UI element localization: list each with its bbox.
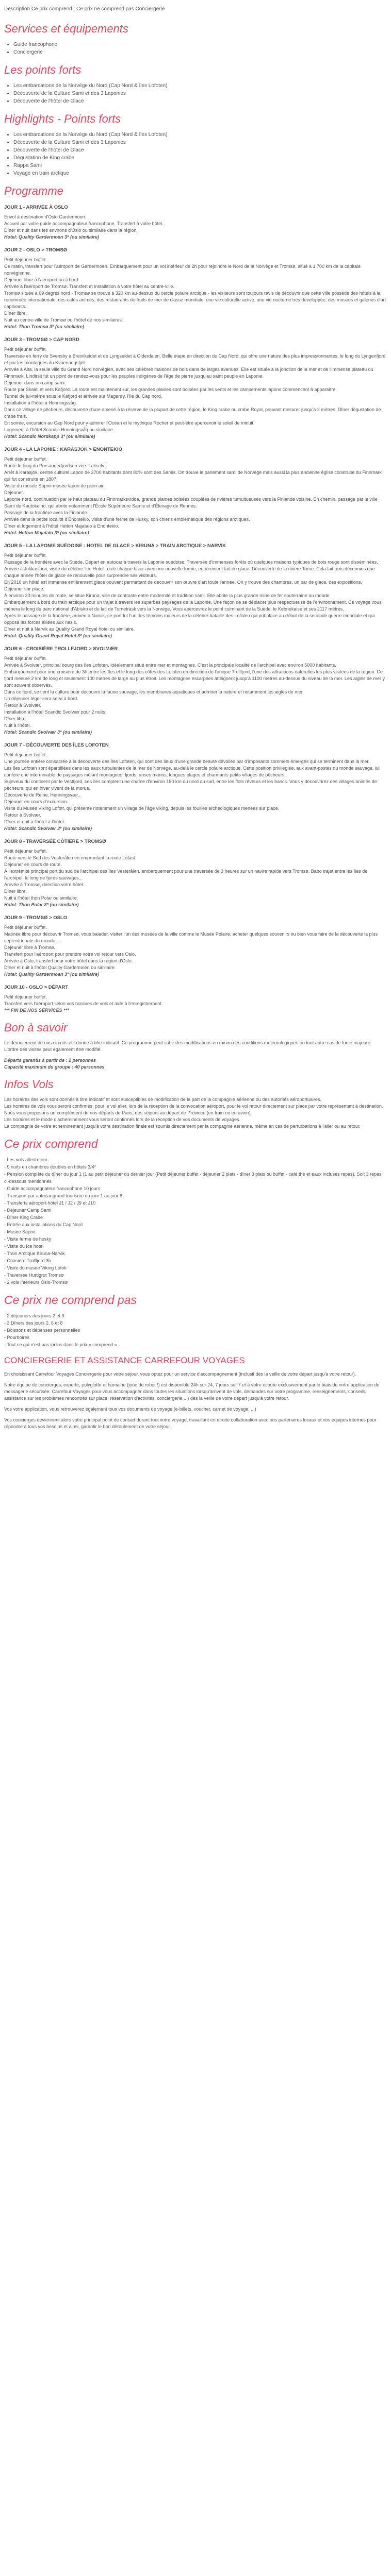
prix-ne-comprend-list (4, 1312, 387, 1348)
list-item: - Musée Sapmi (4, 1229, 36, 1234)
info-vols-para: La compagnie de votre acheminement jusqu'à votre destination finale est soumis directement par la compagnie aérienne, même en cas de perturbations à l'aller ou au retour. (4, 1124, 361, 1129)
day-text: Retour à Svolvær. (4, 812, 42, 818)
day-block (4, 838, 387, 908)
list-item: • Voyage en train arctique (13, 170, 387, 177)
day-text: Arrivée dans la petite localité d'Enontekio, visite d'une ferme de Husky, son chiens emblématique des régions arctiques. (4, 517, 250, 522)
day-text: Passage de la frontière avec la Finlande. (4, 510, 89, 515)
strong-points-list (13, 82, 387, 105)
day-text: Petit déjeuner buffet. (4, 656, 47, 661)
day-text: Arrêt à Karasjok, centre culturel Lapon de 2700 habitants dont 80% sont des Samis. On trouve le parlement sami de Norvège mais aussi la plus ancienne église construite du Finnmark qui fut construite en 1807. (4, 470, 382, 482)
day-hotel: Hotel: Quality Grand Royal Hotel 3* (ou similaire) (4, 633, 112, 638)
description-line: Description Ce prix comprend : Ce prix ne comprend pas Conciergerie (4, 6, 165, 12)
list-item: - 3 Dîners des jours 2, 6 et 8 (4, 1320, 63, 1326)
day-hotel: Hotel: Scandic Nordkapp 3* (ou similaire) (4, 434, 95, 439)
list-item: • Découverte de l'hôtel de Glace (13, 146, 387, 154)
day-text: Envol à destination d'Oslo Gardermoen. (4, 214, 87, 219)
day-text: Déjeuner en cours d'excursion. (4, 799, 68, 804)
info-vols-para: Les horaires et le mode d'acheminement vous seront confirmés lors de la réception de vos documents de voyages. (4, 1117, 240, 1122)
highlights-title: Highlights - Points forts (4, 112, 121, 125)
list-item: - Transport par autocar grand tourisme du jour 1 au jour 8 (4, 1193, 123, 1198)
info-vols-para: Les horaires des vols sont donnés à titre indicatif et sont susceptibles de modification de la part de la compagnie aérienne ou des autorités aéroportuaires. (4, 1097, 321, 1102)
day-text: Nuit au centre-ville de Tromsø ou l'hôtel de nos similaires. (4, 317, 123, 323)
list-item: - Croisière Trollfjord 3h (4, 1258, 52, 1263)
day-text: Traversée en ferry de Svensby à Breivikeidet et de Lyngseidet à Olderdalen. Belle étape en direction du Cap Nord, qui offre une nature des plus impressionnantes, le long du Lyngenfjord et par les montagnes du Kvaenangsfjell. (4, 353, 386, 365)
services-list (13, 41, 387, 56)
day-title: JOUR 9 - TROMSØ > OSLO (4, 915, 68, 921)
day-text: Matinée libre pour découvrir Tromsø, vous balader, visiter l'un des musées de la ville comme le Musée Polaire, acheter quelques souvenirs ou bien vous faire de la découverte la plus septentrionale du monde... (4, 931, 378, 943)
list-item: - Les vols aller/retour (4, 1157, 48, 1162)
day-text: Petit déjeuner buffet. (4, 849, 47, 854)
list-item: - Dîner King Crabe (4, 1215, 43, 1220)
day-text: Déjeuner en cours de route. (4, 862, 62, 867)
day-text: Accueil par votre guide accompagnateur francophone. Transfert à votre hôtel. (4, 221, 164, 226)
list-item: - Pension complète du dîner du jour 1 (1 au petit déjeuner du dernier jour (Petit déjeuner buffet - déjeuner 2 plats - dîner 3 plats ou buffet - café thé et eaux incluses repas). Soit 3 repas ci-dessous mentionnés (4, 1172, 382, 1184)
list-item: - Train Arctique Kiruna-Narvik (4, 1251, 65, 1256)
day-text: Les îles Lofoten sont éparpillées dans les eaux turbulentes de la mer de Norvège, au-delà le cercle polaire arctique. Cette position privilégiée, aux avant-postes du monde sauvage, lui confère une interminable de paysages mêlant montagnes, fjords, anses marins, longues plages et charmants petits villages de pêcheurs. (4, 766, 380, 777)
day-text: Un déjeuner léger sera servi à bord. (4, 696, 78, 701)
list-item: • Découverte de la Culture Sami et des 3 Laponies (13, 139, 387, 146)
day-text: Déjeuner libre à Tromsø. (4, 945, 56, 950)
day-text: Arrivée à l'aéroport de Tromsø. Transfert et installation à votre hôtel au centre-ville. (4, 284, 174, 289)
day-text: Dîner et nuit à Narvik au Quality Grand Royal hotel ou similaire. (4, 626, 135, 632)
day-text: Embarquement à bord du train arctique pour un trajet à travers les superbes paysages de la Laponie. Une façon de se déplacer plus respectueuse de l'environnement. Ce voyage vous mènera le long du parc national d'Abisko et du lac de Torneträsk vers la Norvège. Vous apercevrez le point culminant de la Suède, le Kebnekaise et ses 2117 mètres. (4, 600, 382, 612)
day-block (4, 543, 387, 639)
day-title: JOUR 10 - OSLO > DÉPART (4, 985, 69, 990)
day-text: Petit déjeuner buffet. (4, 257, 47, 262)
day-text: Petit déjeuner buffet. (4, 347, 47, 352)
day-text: À environ 20 minutes de route, se situe Kiruna, ville de contraste entre modernité et tradition sami. Elle abrite la plus grande mine de fer souterraine au monde. (4, 593, 331, 598)
strong-points-title: Les points forts (4, 63, 82, 76)
list-item: - Boissons et dépenses personnelles (4, 1328, 80, 1333)
day-title: JOUR 2 - OSLO > TROMSØ (4, 247, 68, 253)
day-title: JOUR 5 - LA LAPONIE SUÉDOISE : HOTEL DE GLACE > KIRUNA > TRAIN ARCTIQUE > NARVIK (4, 543, 226, 549)
day-text: Arrivée à Jukkasjärvi, visite du célèbre 'Ice Hotel', créé chaque hiver avec une nouvelle forme, entièrement fait de glace. Découverte de la rivière Torne. Cela fait trois décennies que chaque année l'hôtel de glace se renouvelle pour surprendre ses visiteurs. (4, 566, 375, 578)
day-text: Route par Skaidi et vers Kafjord. La route est maintenant sur, les grandes plaines sont boisées par les vents et les campements lapons commencent à apparaître. (4, 387, 337, 392)
list-item: • Conciergerie (13, 48, 387, 56)
day-title: JOUR 8 - TRAVERSÉE CÔTIÈRE > TROMSØ (4, 839, 106, 844)
day-text: Petit déjeuner buffet. (4, 752, 47, 757)
day-block (4, 914, 387, 978)
list-item: - Visite du musée Viking Lofotr (4, 1265, 67, 1270)
list-item: • Dégustation de King crabe (13, 154, 387, 162)
info-vols-para: Les horaires de vols vous seront confirmés, pour le vol aller, lors de la réception de la convocation aéroport, pour le vol retour directement sur place par votre représentant à destination. (4, 1104, 383, 1109)
day-block (4, 446, 387, 536)
list-item: - 2 vols intérieurs Oslo-Tromsø (4, 1280, 68, 1285)
day-text: Laponie nord, continuation par le haut plateau du Finnmarksvidda, grande plaines boisées couplées de rivières tumultueuses vers la Finlande voisine. En chemin, passage par le ville Sami de Kautokeino, qui abrite notamment l'École Supérieure Samie et d'Élevage de Rennes. (4, 497, 378, 509)
day-block (4, 247, 387, 330)
day-text: Petit déjeuner buffet. (4, 456, 47, 462)
list-item: - 9 nuits en chambres doubles en hôtels 3/4* (4, 1164, 96, 1170)
info-vols-para: Nous vous proposons un complément de nos départs de Paris, des séjours au départ de Province (en train ou en avion). (4, 1110, 252, 1115)
day-text: À l'extrémité principal port du sud de l'archipel des îles Vesterålen, embarquement pour une traversée de 3 heures sur un navire rapide vers Tromsø. Babo trajet entre les îles de l'archipel, le long de fjords sauvages... (4, 869, 368, 880)
day-text: Logement à l'hôtel Scandic Honningsvåg ou similaire. (4, 427, 115, 432)
day-hotel: Hotel: Quality Gardermoen 3* (ou similaire) (4, 234, 100, 240)
day-block (4, 204, 387, 241)
day-hotel: Hotel: Scandic Svolvær 3* (ou similaire) (4, 826, 92, 831)
day-text: Route le long du Porsangerfjordsen vers Lakselv. (4, 463, 105, 468)
day-title: JOUR 4 - LA LAPONIE : KARASJOK > ENONTEKIO (4, 447, 122, 452)
day-text: Transfert pour l'aéroport pour prendre votre vol retour vers Oslo. (4, 952, 136, 957)
day-text: Retour à Svolvær. (4, 703, 42, 708)
day-text: Arrivée à Svolvær, principal bourg des îles Lofoten, idéalement situé entre mer et montagnes. C'est la principale localité de l'archipel avec environ 5000 habitants. (4, 663, 336, 668)
day-block (4, 336, 387, 440)
day-hotel: Hotel: Thon Polar 3* (ou similaire) (4, 902, 79, 907)
day-text: Déjeuner sur place. (4, 586, 45, 591)
list-item: - Visite ferme de husky (4, 1236, 52, 1242)
programme-days (4, 204, 387, 1014)
list-item: • Rappa Sami (13, 162, 387, 170)
list-item: • Les embarcations de la Norvège du Nord (Cap Nord & îles Lofoten) (13, 131, 387, 139)
day-text: Transfert vers l'aéroport selon vos horaires de vols et aide à l'enregistrement. (4, 1001, 163, 1006)
day-text: Nuit à l'hôtel. (4, 723, 31, 728)
day-hotel: Hotel: Hetton Majatalo 3* (ou similaire) (4, 530, 89, 535)
day-text: Découverte de Reine, Henningsvær... (4, 792, 82, 798)
list-item: - Tout ce qui n'est pas inclus dans le prix « comprend » (4, 1342, 117, 1347)
day-text: Dîner et logement à l'hôtel Hetton Majatalo à Enontekio. (4, 523, 119, 529)
day-hotel: *** FIN DE NOS SERVICES *** (4, 1008, 69, 1013)
day-block (4, 984, 387, 1014)
day-text: Visite du musée Sapmi musée lapon de plein air. (4, 483, 105, 488)
day-text: Dans ce village de pêcheurs, découverte d'une amené à la réserve de la plupart de cette région, le King crabe ou crabe Royal, pouvant mesurer jusqu'à 2 mètres. Dîner dégustation de crabe frais. (4, 407, 381, 419)
day-text: Ce matin, transfert pour l'aéroport de Gardermoen. Embarquement pour un vol intérieur de 2h pour rejoindre le Nord de la Norvège et Tromsø, situé à 1.700 km de la capitale norvégienne. (4, 264, 361, 276)
day-text: Visite du Musée Viking Lofotr, qui présente notamment un village de l'âge viking, depuis les fouilles archéologiques menées sur place. (4, 806, 280, 811)
list-item: - Guide accompagnateur francophone 10 jours (4, 1186, 101, 1191)
day-text: Déjeuner dans un camp sami. (4, 380, 66, 385)
day-text: Tromsø située à 69 degrés nord - Tromsø se trouve à 320 km au-dessus du cercle polaire arctique - les visiteurs sont toujours ravis de découvrir que cette ville possède des hôtels à la renommée internationale, des cafés animés, des restaurants de fruits de mer de classe mondiale, une vie culturelle active, une vie nocturne très développée, des musées et galeries d'art captivants. (4, 291, 386, 309)
day-text: Nuit à l'hôtel thon Polar ou similaire. (4, 895, 78, 901)
day-hotel: Hotel: Scandic Svolvær 3* (ou similaire) (4, 730, 92, 735)
conciergerie-para: Notre équipe de concierges, experte, polyglotte et humaine (joue de robot !) est disponible 24h sur 24, 7 jours sur 7 et à votre écoute exclusivement par le biais de notre application de messagerie sécurisée. Carrefour Voyages pour vous accompagner dans toutes les situations lorsqu'arrivent de vols, demandes sur votre programme, renseignements, conseils, assistance sur les problèmes rencontrés sur place, réservation d'activités, conciergerie... ) dès la veille de votre départ jusqu'à votre retour. (4, 1382, 380, 1401)
day-text: Arrivée à Oslo, transfert pour votre hôtel dans la région d'Oslo. (4, 958, 133, 963)
day-text: Dîner et nuit à l'hôtel à l'hôtel. (4, 819, 66, 824)
day-text: Petit déjeuner buffet. (4, 925, 47, 930)
day-text: Sujeveux du continent par le Vestfjord, ces îles comptent une chaîne d'environ 150 km du nord au sud, entre les flots rêveurs et les bancs. Vous y découvrirez des villages animés de pêcheurs, qui en hiver vivent de la morue. (4, 779, 377, 791)
prix-comprend-list (4, 1156, 387, 1286)
day-text: En 2016 un hôtel est immense entièrement glacé pouvant permettant de découvrir son œuvre d'art toute l'année. On y trouve des chambres, un bar de glace, des expositions. (4, 580, 362, 585)
day-block (4, 646, 387, 736)
day-text: Arrivée à Alta, la seule ville du Grand Nord norvégien, avec ses célèbres maisons de bois dans de larges avenues. Elle est située à la jonction de la mer et de l'immense plateau du Finnmark. Lindirsit fut un point de rendez-vous pour les peuples indigènes de l'âge de pierre jusqu'au saint peuple en Laponie. (4, 367, 373, 379)
day-text: Dîner et nuit à l'hôtel Quality Gardermoen ou similaire. (4, 965, 116, 970)
day-text: Petit déjeuner buffet. (4, 553, 47, 558)
list-item: • Guide francophone (13, 41, 387, 48)
programme-title: Programme (4, 184, 63, 197)
list-item: - Pourboires (4, 1335, 30, 1340)
day-text: Dîner libre. (4, 311, 27, 316)
day-text: Tunnel de lui-même sous le Kafjord et arrivée sur Magerøy, l'île du Cap nord. (4, 394, 162, 399)
day-block (4, 742, 387, 832)
max-capacity: Capacité maximum du groupe : 40 personnes (4, 1064, 105, 1070)
conciergerie-para: Vos concierges deviennent alors votre principal point de contact durant tout votre voyage, travaillant en étroite collaboration avec nos partenaires locaux et nos équipes internes pour répondre à tous vos besoins et ainsi, garantir le bon déroulement de votre séjour. (4, 1417, 377, 1429)
conciergerie-para: Vos votre application, vous retrouverez également tous vos documents de voyage (e-billets, voucher, carnet de voyage, ...) (4, 1406, 256, 1412)
min-departures: Départs garantis à partir de : 2 personnes (4, 1058, 96, 1063)
day-text: Embarquement pour une croisière de 3h entre les îles et le long des côtes des Lofoten en direction de l'unique Trollfjord, l'une des attractions naturelles les plus visitées de la région. Ce fjord mesure 2 km de long et seulement 100 mètres de large au plus étroit. Les montagnes escarpées atteignent jusqu'à 1100 mètres au-dessus du niveau de la mer. Les aigles de mer y sont souvent observés. (4, 669, 385, 688)
day-text: Passage de la frontière avec la Suède. Départ en autocar à travers la Laponie suédoise. Traversée d'immenses forêts où quelques maisons typiques de bois rouge sont disséminées. (4, 560, 378, 565)
day-text: Installation à l'hôtel Scandic Svolvær pour 2 nuits. (4, 709, 107, 715)
day-text: Dans ce fjord, se tient la culture pour découvrir la faune sauvage, les membranes aquatiques et admirer la nature et notamment les aigles de mer. (4, 689, 304, 694)
day-text: Petit déjeuner buffet. (4, 994, 47, 999)
day-hotel: Hotel: Thon Tromsø 3* (ou similaire) (4, 324, 84, 329)
day-title: JOUR 7 - DÉCOUVERTE DES ÎLES LOFOTEN (4, 742, 109, 748)
day-text: Arrivée à Tromsø, direction votre hôtel. (4, 882, 85, 887)
list-item: • Découverte de l'hôtel de Glace (13, 97, 387, 105)
day-text: Installation à l'hôtel à Honningsvåg. (4, 400, 77, 405)
prix-comprend-title: Ce prix comprend (4, 1137, 98, 1150)
day-title: JOUR 6 - CROISIÈRE TROLLFJORD > SVOLVÆR (4, 646, 118, 652)
list-item: - Déjeuner Camp Sami (4, 1208, 52, 1213)
day-text: Une journée entière consacrée à la découverte des îles Lofoten, qui sont des lieux d'une grande beauté dévoilés par d'imposants sommets émergés qui se terminent dans la mer. (4, 759, 370, 764)
day-text: Route vers le Sud des Vesterålen en empruntant la route Lofast. (4, 855, 137, 860)
info-vols-text (4, 1096, 387, 1130)
list-item: - 2 déjeuners des jours 2 et 9 (4, 1313, 64, 1318)
list-item: - Visite du Ice hotel (4, 1244, 44, 1249)
list-item: • Les embarcations de la Norvège du Nord (Cap Nord & îles Lofoten) (13, 82, 387, 90)
day-text: Dîner libre. (4, 716, 27, 721)
bon-savoir-text: Le déroulement de nos circuits est donné à titre indicatif. Ce programme peut subir des modifications en raison des conditions météorologiques ou tout autre cas de force majeure. L'ordre des visites peut également être modifié. (4, 1040, 372, 1052)
highlights-list (13, 131, 387, 177)
services-title: Services et équipements (4, 22, 128, 35)
day-hotel: Hotel: Quality Gardermoen 3* (ou similaire) (4, 972, 100, 977)
day-text: Après le passage de la frontière, arrivée à Narvik, ce port fut l'un des témoins majeurs de la célèbre bataille des Lofoten qui prit place au début de la seconde guerre mondiale et qui opposa les forces alliées aux nazis. (4, 613, 375, 625)
day-text: Dîner et nuit dans les environs d'Oslo ou similaire dans la région. (4, 228, 138, 233)
bon-savoir-title: Bon à savoir (4, 1021, 68, 1034)
day-title: JOUR 3 - TROMSØ > CAP NORD (4, 337, 79, 343)
list-item: - Entrée aux installations du Cap Nord (4, 1222, 83, 1227)
day-text: Dîner libre. (4, 889, 27, 894)
list-item: • Découverte de la Culture Sami et des 3 Laponies (13, 90, 387, 97)
day-title: JOUR 1 - ARRIVÉE À OSLO (4, 205, 68, 210)
day-text: Déjeuner. (4, 490, 24, 495)
prix-ne-comprend-title: Ce prix ne comprend pas (4, 1293, 137, 1307)
conciergerie-para: En choisissant Carrefour Voyages Conciergerie pour votre séjour, vous optez pour un service d'accompagnement (inclusif dès la veille de votre départ jusqu'à votre retour). (4, 1371, 356, 1377)
list-item: - Traversée Hurtigrut Tromsø (4, 1273, 64, 1278)
info-vols-title: Infos Vols (4, 1078, 54, 1091)
conciergerie-title: CONCIERGERIE ET ASSISTANCE CARREFOUR VOYAGES (4, 1355, 245, 1365)
list-item: - Transferts aéroport-hôtel J1 / J2 / J9 et J10 (4, 1200, 96, 1206)
day-text: Déjeuner libre à l'aéroport ou à bord. (4, 277, 80, 282)
day-text: En soirée, excursion au Cap Nord pour y admirer l'Océan et le mythique Rocher et peut-être apercevoir le soleil de minuit. (4, 420, 255, 426)
